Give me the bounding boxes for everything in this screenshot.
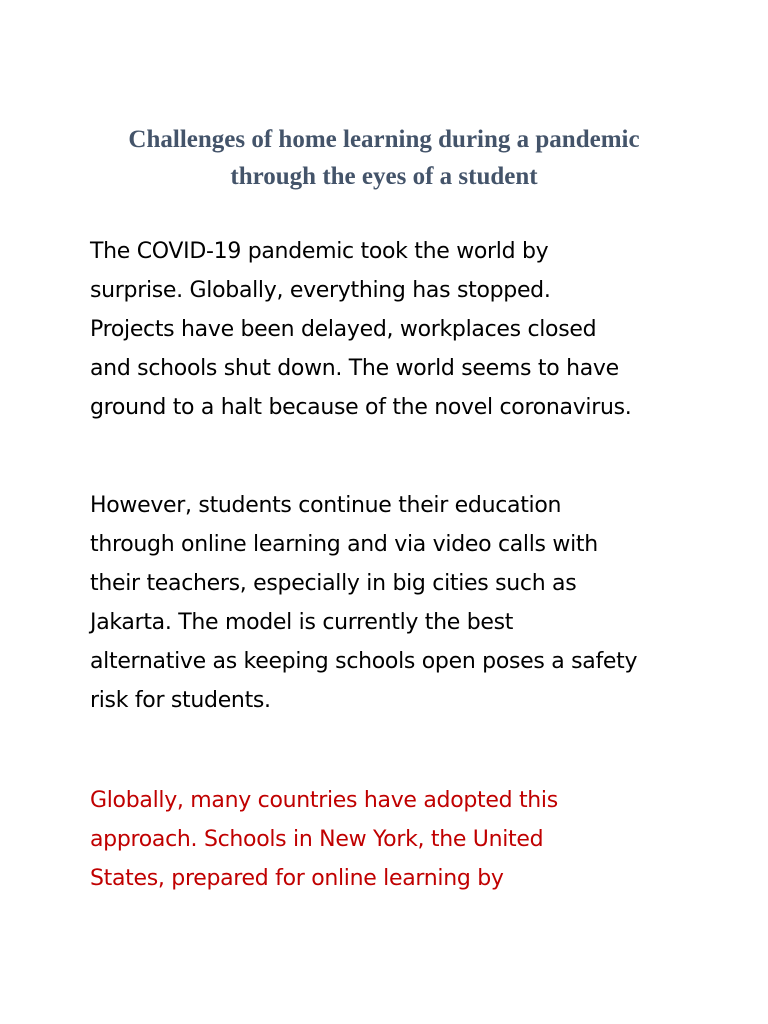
title-line: through the eyes of a student — [230, 163, 538, 190]
text-line: The COVID-19 pandemic took the world by — [90, 239, 549, 264]
text-line: States, prepared for online learning by — [90, 866, 504, 891]
text-line: alternative as keeping schools open poses a safety — [90, 649, 638, 674]
text-line: Globally, many countries have adopted this — [90, 788, 558, 813]
text-line: Jakarta. The model is currently the best — [90, 610, 514, 635]
text-line: approach. Schools in New York, the United — [90, 827, 544, 852]
text-line: Projects have been delayed, workplaces closed — [90, 317, 597, 342]
text-line: surprise. Globally, everything has stopped. — [90, 278, 551, 303]
text-line: ground to a halt because of the novel coronavirus. — [90, 395, 632, 420]
paragraph-online-learning — [90, 486, 690, 720]
paragraph-intro — [90, 232, 690, 427]
text-line: and schools shut down. The world seems to have — [90, 356, 619, 381]
paragraph-highlighted — [90, 781, 690, 898]
title-line: Challenges of home learning during a pandemic — [128, 126, 640, 153]
text-line: through online learning and via video calls with — [90, 532, 598, 557]
text-line: their teachers, especially in big cities such as — [90, 571, 577, 596]
page-title — [64, 121, 704, 195]
text-line: risk for students. — [90, 688, 271, 713]
text-line: However, students continue their education — [90, 493, 562, 518]
